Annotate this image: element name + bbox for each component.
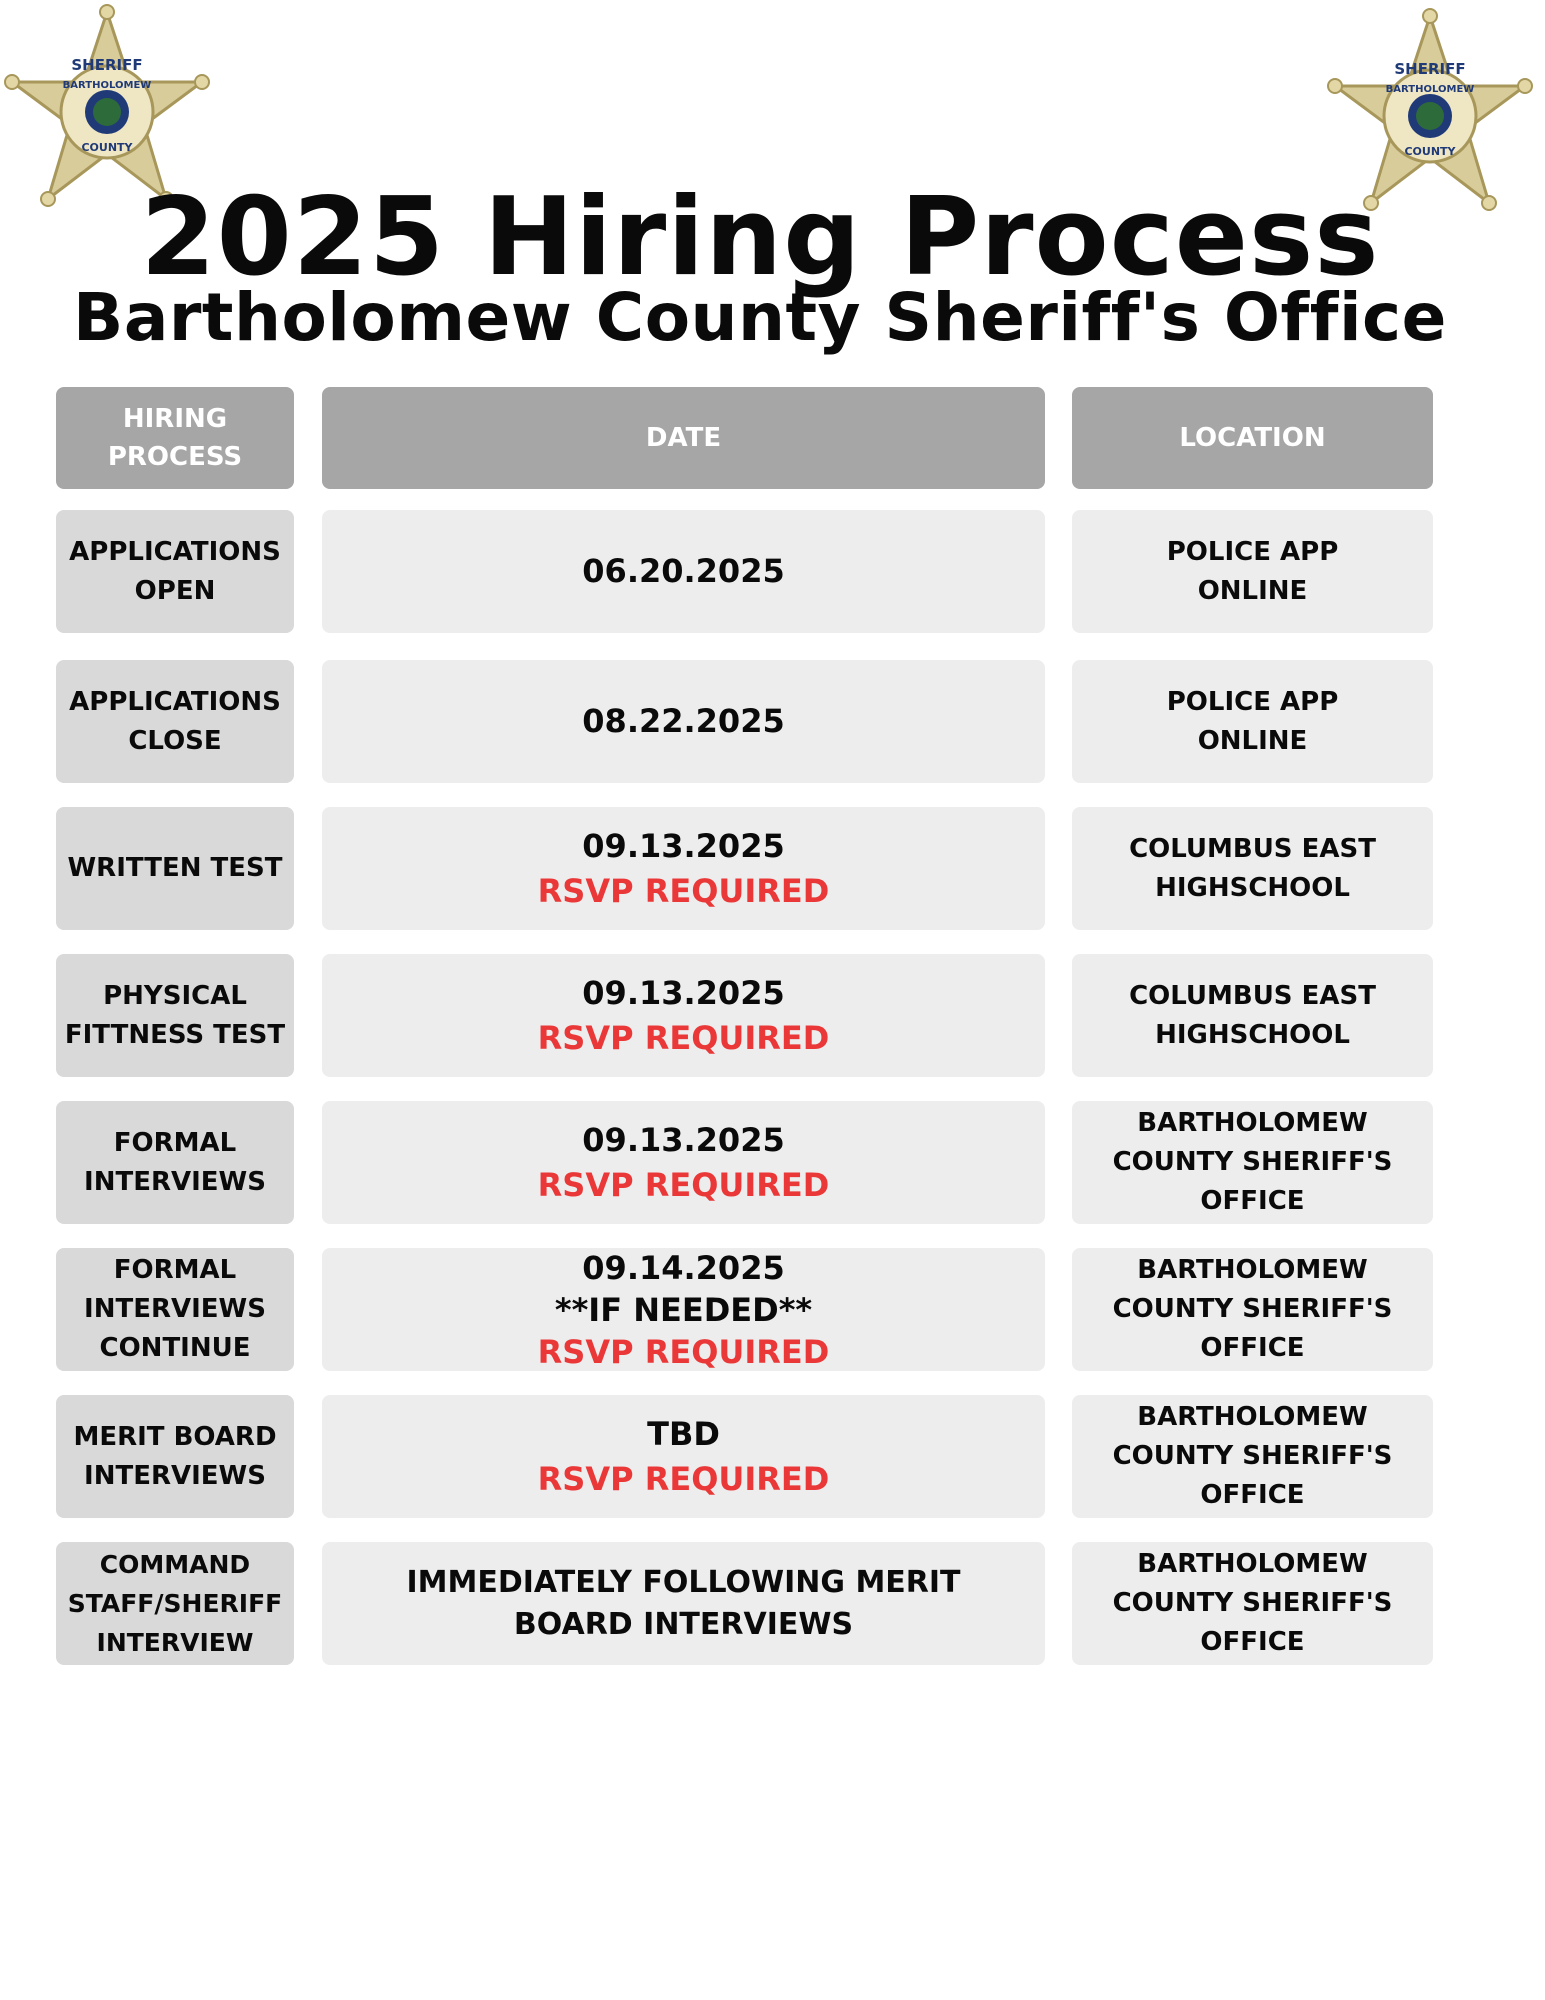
badge-text-bottom: COUNTY [81,141,133,154]
date-cell [322,510,1045,633]
process-label: FORMAL INTERVIEWS [84,1127,266,1197]
rsvp-required-note: RSVP REQUIRED [537,871,830,910]
date-cell [322,1542,1045,1665]
date-value: IMMEDIATELY FOLLOWING MERIT BOARD INTERVIEWS [406,1564,961,1642]
date-value: 08.22.2025 [582,702,785,740]
rsvp-required-note: RSVP REQUIRED [537,1165,830,1204]
date-value: 09.13.2025 [582,973,785,1012]
location-cell [1072,1248,1433,1371]
location-label: BARTHOLOMEW COUNTY SHERIFF'S OFFICE [1112,1402,1393,1510]
location-cell [1072,954,1433,1077]
badge-text-top: SHERIFF [1394,60,1466,78]
process-label: APPLICATIONS CLOSE [69,686,281,756]
process-label: FORMAL INTERVIEWS CONTINUE [84,1255,266,1363]
process-cell [56,1395,294,1518]
date-value: 06.20.2025 [582,552,785,590]
process-cell [56,807,294,930]
badge-text-arc: BARTHOLOMEW [1385,84,1475,95]
process-cell [56,954,294,1077]
process-label: COMMAND STAFF/SHERIFF INTERVIEW [67,1550,283,1657]
if-needed-note: **IF NEEDED** [554,1290,813,1329]
column-header-label: DATE [645,423,722,453]
location-label: POLICE APP ONLINE [1166,536,1339,606]
location-label: BARTHOLOMEW COUNTY SHERIFF'S OFFICE [1112,1108,1393,1216]
process-label: APPLICATIONS OPEN [69,536,281,606]
location-cell [1072,660,1433,783]
process-label: MERIT BOARD INTERVIEWS [73,1421,277,1491]
process-label: WRITTEN TEST [67,853,283,883]
location-label: POLICE APP ONLINE [1166,686,1339,756]
column-header-label: HIRING PROCESS [107,404,243,472]
date-cell [322,954,1045,1077]
date-cell [322,1248,1045,1371]
process-cell [56,510,294,633]
column-header-label: LOCATION [1179,423,1326,453]
rsvp-required-note: RSVP REQUIRED [537,1332,830,1371]
rsvp-required-note: RSVP REQUIRED [537,1018,830,1057]
location-label: COLUMBUS EAST HIGHSCHOOL [1129,833,1376,903]
date-cell [322,1101,1045,1224]
date-value: 09.13.2025 [582,1120,785,1159]
location-label: BARTHOLOMEW COUNTY SHERIFF'S OFFICE [1112,1255,1393,1363]
process-label: PHYSICAL FITTNESS TEST [64,980,286,1050]
location-cell [1072,1101,1433,1224]
date-value: 09.13.2025 [582,826,785,865]
location-cell [1072,1542,1433,1665]
date-value: 09.14.2025 [582,1248,785,1287]
rsvp-required-note: RSVP REQUIRED [537,1459,830,1498]
badge-text-bottom: COUNTY [1404,145,1456,158]
page-title: 2025 Hiring Process [140,175,1380,300]
column-header-process [56,387,294,489]
date-cell [322,660,1045,783]
column-header-date [322,387,1045,489]
process-cell [56,1248,294,1371]
location-cell [1072,807,1433,930]
location-cell [1072,1395,1433,1518]
process-cell [56,1101,294,1224]
location-cell [1072,510,1433,633]
location-label: BARTHOLOMEW COUNTY SHERIFF'S OFFICE [1112,1549,1393,1657]
date-value: TBD [647,1414,720,1453]
badge-text-arc: BARTHOLOMEW [62,80,152,91]
page-subtitle: Bartholomew County Sheriff's Office [73,279,1447,356]
date-cell [322,807,1045,930]
process-cell [56,1542,294,1665]
process-cell [56,660,294,783]
location-label: COLUMBUS EAST HIGHSCHOOL [1129,980,1376,1050]
column-header-location [1072,387,1433,489]
badge-text-top: SHERIFF [71,56,143,74]
date-cell [322,1395,1045,1518]
